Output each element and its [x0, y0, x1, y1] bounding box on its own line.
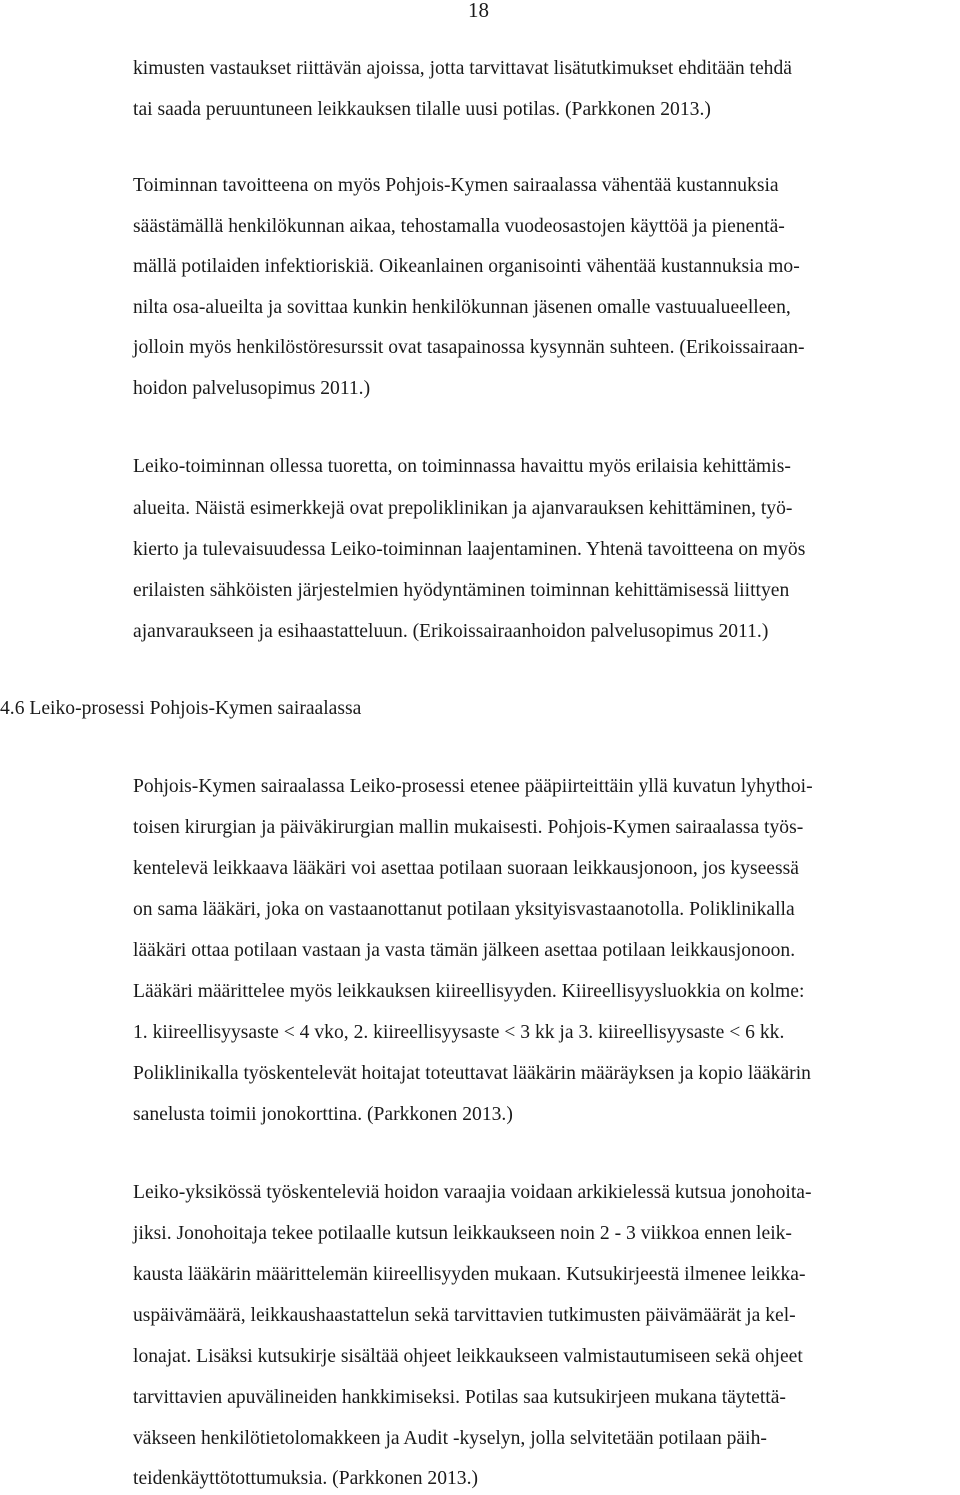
text-line: lonajat. Lisäksi kutsukirje sisältää ohjeet leikkaukseen valmistautumiseen sekä ohjeet — [133, 1346, 803, 1367]
text-line: Toiminnan tavoitteena on myös Pohjois-Kymen sairaalassa vähentää kustannuksia — [133, 175, 779, 196]
page-number: 18 — [468, 0, 489, 22]
text-line: teidenkäyttötottumuksia. (Parkkonen 2013.) — [133, 1468, 479, 1489]
text-line: kentelevä leikkaava lääkäri voi asettaa potilaan suoraan leikkausjonoon, jos kyseessä — [133, 858, 799, 879]
text-line: kausta lääkärin määrittelemän kiireellisyyden mukaan. Kutsukirjeestä ilmenee leikka- — [133, 1264, 806, 1285]
text-line: nilta osa-alueilta ja sovittaa kunkin henkilökunnan jäsenen omalle vastuualueelleen, — [133, 297, 791, 318]
text-line: mällä potilaiden infektioriskiä. Oikeanlainen organisointi vähentää kustannuksia mo- — [133, 256, 800, 277]
text-line: Lääkäri määrittelee myös leikkauksen kiireellisyyden. Kiireellisyysluokkia on kolme: — [133, 981, 805, 1002]
text-line: tai saada peruuntuneen leikkauksen tilalle uusi potilas. (Parkkonen 2013.) — [133, 99, 711, 120]
text-line: Leiko-toiminnan ollessa tuoretta, on toiminnassa havaittu myös erilaisia kehittämis- — [133, 456, 791, 477]
text-line: säästämällä henkilökunnan aikaa, tehostamalla vuodeosastojen käyttöä ja pienentä- — [133, 216, 785, 237]
text-line: alueita. Näistä esimerkkejä ovat prepoliklinikan ja ajanvarauksen kehittäminen, työ- — [133, 498, 793, 519]
text-line: sanelusta toimii jonokorttina. (Parkkonen 2013.) — [133, 1104, 513, 1125]
text-line: väkseen henkilötietolomakkeen ja Audit -kyselyn, jolla selvitetään potilaan päih- — [133, 1428, 767, 1449]
text-line: ajanvaraukseen ja esihaastatteluun. (Erikoissairaanhoidon palvelusopimus 2011.) — [133, 621, 769, 642]
text-line: kierto ja tulevaisuudessa Leiko-toiminnan laajentaminen. Yhtenä tavoitteena on myös — [133, 539, 806, 560]
text-line: Poliklinikalla työskentelevät hoitajat toteuttavat lääkärin määräyksen ja kopio lääkärin — [133, 1063, 811, 1084]
text-line: hoidon palvelusopimus 2011.) — [133, 378, 371, 399]
text-line: 1. kiireellisyysaste < 4 vko, 2. kiireellisyysaste < 3 kk ja 3. kiireellisyysaste < 6 kk. — [133, 1022, 785, 1043]
text-line: jiksi. Jonohoitaja tekee potilaalle kutsun leikkaukseen noin 2 - 3 viikkoa ennen leik- — [133, 1223, 792, 1244]
section-heading: 4.6 Leiko-prosessi Pohjois-Kymen sairaalassa — [0, 698, 362, 719]
text-line: Leiko-yksikössä työskenteleviä hoidon varaajia voidaan arkikielessä kutsua jonohoita- — [133, 1182, 812, 1203]
text-line: on sama lääkäri, joka on vastaanottanut potilaan yksityisvastaanotolla. Poliklinikalla — [133, 899, 795, 920]
text-line: lääkäri ottaa potilaan vastaan ja vasta tämän jälkeen asettaa potilaan leikkausjonoon. — [133, 940, 796, 961]
text-line: kimusten vastaukset riittävän ajoissa, jotta tarvittavat lisätutkimukset ehditään tehdä — [133, 58, 792, 79]
text-line: tarvittavien apuvälineiden hankkimiseksi. Potilas saa kutsukirjeen mukana täytettä- — [133, 1387, 786, 1408]
text-line: uspäivämäärä, leikkaushaastattelun sekä tarvittavien tutkimusten päivämäärät ja kel- — [133, 1305, 796, 1326]
text-line: jolloin myös henkilöstöresurssit ovat tasapainossa kysynnän suhteen. (Erikoissairaan- — [133, 337, 805, 358]
text-line: Pohjois-Kymen sairaalassa Leiko-prosessi etenee pääpiirteittäin yllä kuvatun lyhythoi- — [133, 776, 813, 797]
text-line: toisen kirurgian ja päiväkirurgian mallin mukaisesti. Pohjois-Kymen sairaalassa työs- — [133, 817, 804, 838]
text-line: erilaisten sähköisten järjestelmien hyödyntäminen toiminnan kehittämisessä liittyen — [133, 580, 790, 601]
